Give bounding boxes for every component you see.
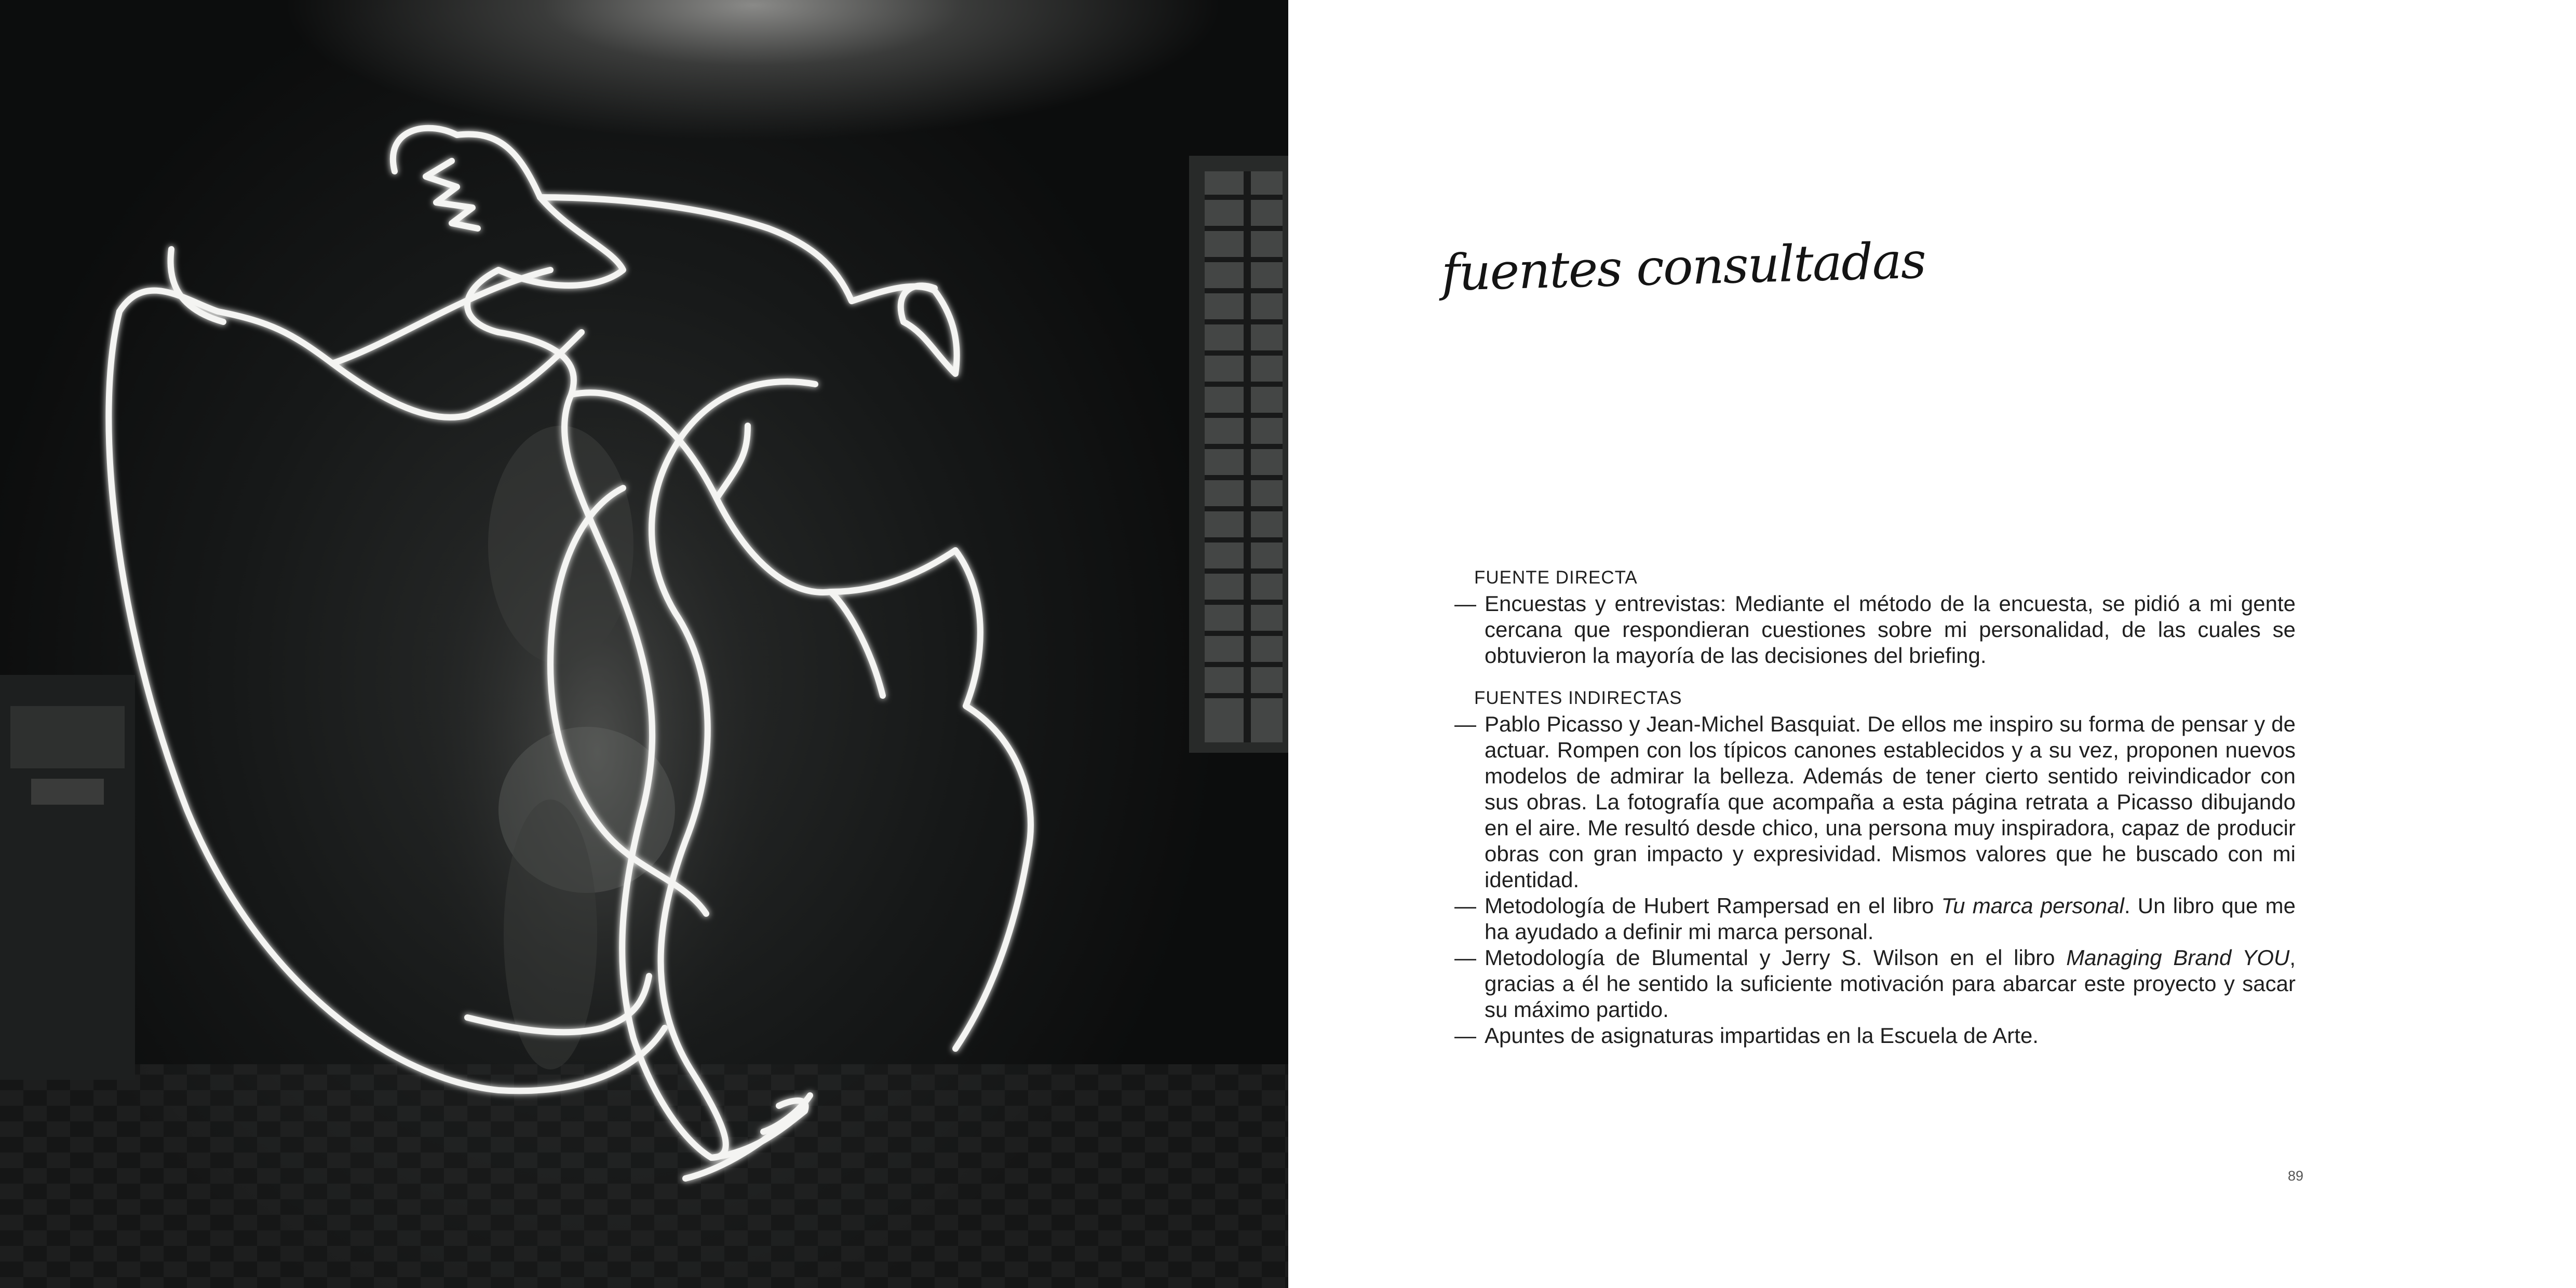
em-dash: — <box>1454 1023 1476 1048</box>
sources-list <box>1454 565 2296 1065</box>
text-page <box>1288 0 2576 1288</box>
source-entry <box>1454 591 2296 669</box>
source-text: Apuntes de asignaturas impartidas en la Escuela de Arte. <box>1485 1023 2039 1048</box>
source-entry <box>1454 711 2296 893</box>
em-dash: — <box>1454 893 1476 918</box>
source-text: Encuestas y entrevistas: Mediante el método de la encuesta, se pidió a mi gente cercana que respondieran cuestiones sobre mi personalidad, de las cuales se obtuvieron la mayoría de las decisiones del briefing. <box>1485 591 2296 668</box>
page-number: 89 <box>2288 1168 2304 1184</box>
source-text-before: Metodología de Blumental y Jerry S. Wilson en el libro <box>1485 945 2067 970</box>
book-title: Tu marca personal <box>1941 893 2124 918</box>
source-text: Pablo Picasso y Jean-Michel Basquiat. De ellos me inspiro su forma de pensar y de actuar. Rompen con los típicos canones establecidos y a su vez, proponen nuevos modelos de admirar la belleza. Además de tener cierto sentido reivindicador con sus obras. La fotografía que acompaña a esta página retrata a Picasso dibujando en el aire. Me resultó desde chico, una persona muy inspiradora, capaz de producir obras con gran impacto y expresividad. Mismos valores que he buscado con mi identidad. <box>1485 712 2296 892</box>
indirect-sources-section <box>1454 685 2296 1049</box>
window <box>1189 156 1288 753</box>
direct-source-section <box>1454 565 2296 669</box>
source-text-after: , gracias a él he sentido la suficiente motivación para abarcar este proyecto y sacar su máximo partido. <box>1485 945 2296 1022</box>
source-entry <box>1454 1023 2296 1049</box>
book-title: Managing Brand YOU <box>2066 945 2290 970</box>
page-title: fuentes consultadas <box>1440 231 1926 302</box>
source-entry <box>1454 945 2296 1023</box>
source-text-after: . Un libro que me ha ayudado a definir mi marca personal. <box>1485 893 2296 944</box>
source-text-before: Metodología de Hubert Rampersad en el libro <box>1485 893 1941 918</box>
em-dash: — <box>1454 591 1476 616</box>
indirect-sources-heading: FUENTES INDIRECTAS <box>1474 688 1682 708</box>
em-dash: — <box>1454 712 1476 736</box>
em-dash: — <box>1454 945 1476 970</box>
source-entry <box>1454 893 2296 945</box>
direct-source-heading: FUENTE DIRECTA <box>1474 567 1638 588</box>
